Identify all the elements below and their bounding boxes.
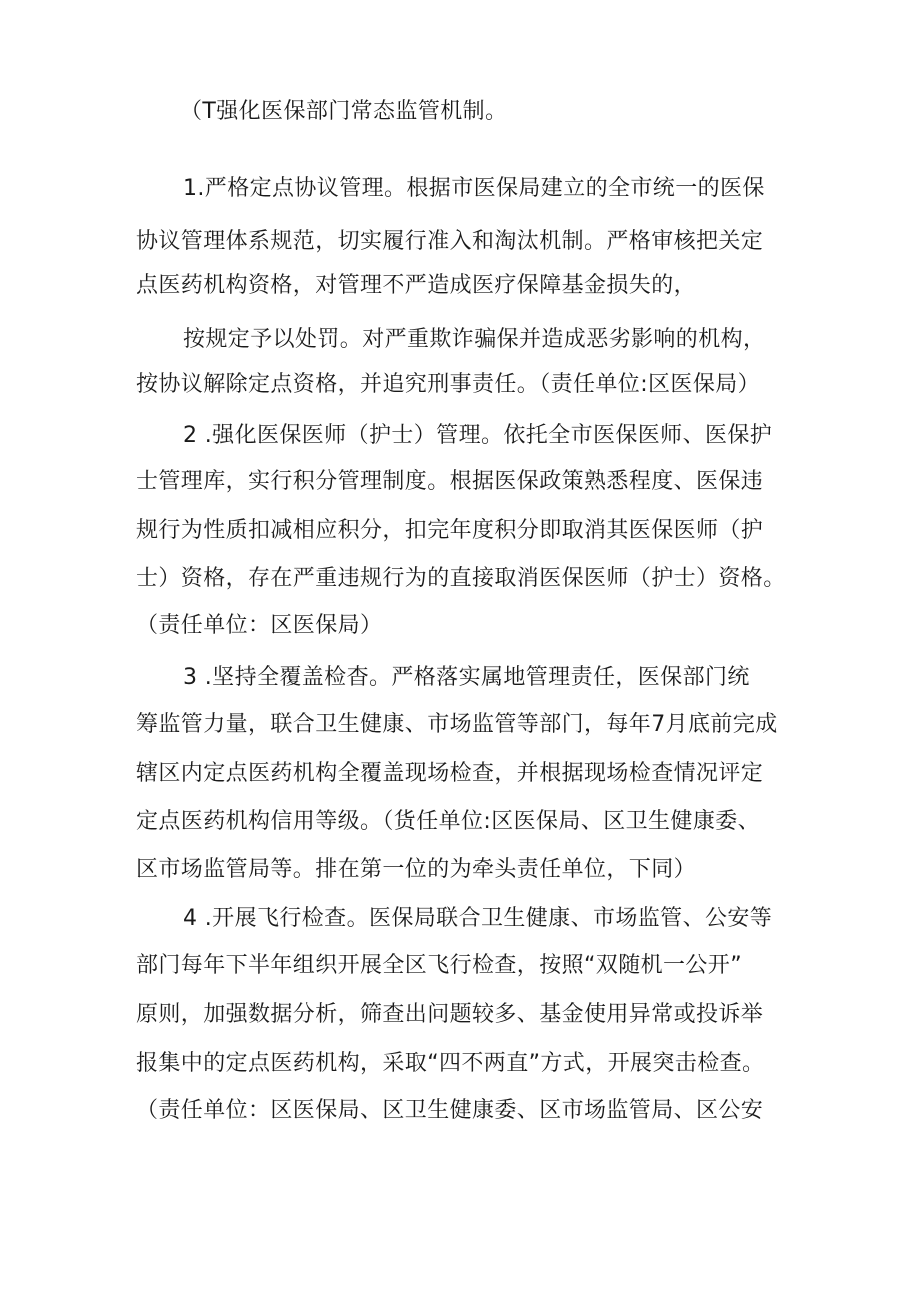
text-line: 点医药机构资格，对管理不严造成医疗保障基金损失的， [136, 273, 697, 298]
text-line: 按规定予以处罚。对严重欺诈骗保并造成恶劣影响的机构， [183, 327, 766, 352]
text-line: 区市场监管局等。排在第一位的为牵头责任单位，下同） [136, 857, 697, 882]
text-line: 报集中的定点医药机构，采取“四不两直”方式，开展突击检查。 [136, 1051, 765, 1076]
text-line: 辖区内定点医药机构全覆盖现场检查，并根据现场检查情况评定 [136, 761, 764, 786]
text-line: 原则，加强数据分析，筛查出问题较多、基金使用异常或投诉举 [136, 1002, 764, 1027]
text-line: 规行为性质扣减相应积分，扣完年度积分即取消其医保医师（护 [136, 518, 764, 543]
text-line: 筹监管力量，联合卫生健康、市场监管等部门，每年7月底前完成 [136, 712, 778, 737]
text-line: 4 .开展飞行检查。医保局联合卫生健康、市场监管、公安等 [183, 906, 773, 931]
text-line: （责任单位：区医保局） [136, 613, 383, 638]
section-heading: （T强化医保部门常态监管机制。 [180, 99, 508, 124]
text-line: 1.严格定点协议管理。根据市医保局建立的全市统一的医保 [183, 176, 765, 201]
text-line: （责任单位：区医保局、区卫生健康委、区市场监管局、区公安 [136, 1098, 764, 1123]
text-line: 协议管理体系规范，切实履行准入和淘汰机制。严格审核把关定 [136, 229, 764, 254]
text-line: 定点医药机构信用等级。（货任单位:区医保局、区卫生健康委、 [136, 809, 761, 834]
text-line: 士管理库，实行积分管理制度。根据医保政策熟悉程度、医保违 [136, 469, 764, 494]
text-line: 士）资格，存在严重违规行为的直接取消医保医师（护士）资格。 [136, 566, 786, 591]
text-line: 部门每年下半年组织开展全区飞行检查，按照“双随机一公开” [136, 953, 742, 978]
text-line: 3 .坚持全覆盖检杳。严格落实属地管理责任，医保部门统 [183, 665, 750, 690]
text-line: 2 .强化医保医师（护士）管理。依托全市医保医师、医保护 [183, 423, 773, 448]
text-line: 按协议解除定点资格，并追究刑事责任。（责任单位:区医保局） [136, 372, 761, 397]
